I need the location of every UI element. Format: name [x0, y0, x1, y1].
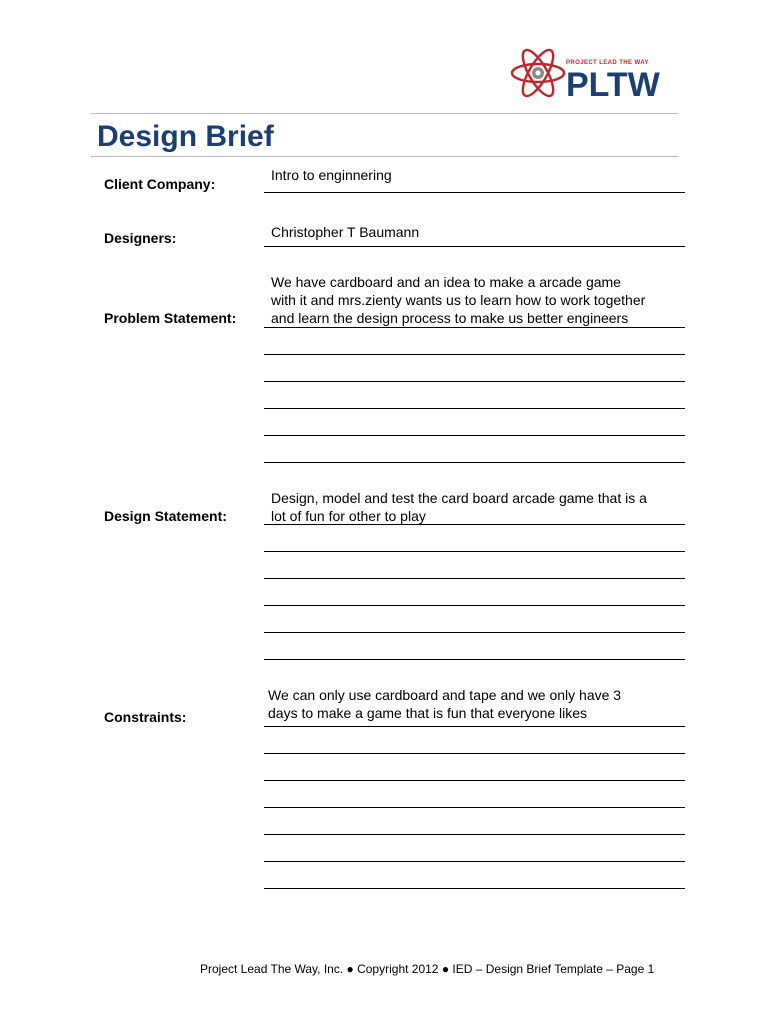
design-statement-rule	[264, 659, 685, 660]
constraints-rule	[264, 834, 685, 835]
constraints-label: Constraints:	[104, 709, 187, 725]
constraints-line-1[interactable]: We can only use cardboard and tape and we only have 3	[268, 687, 622, 703]
problem-statement-line-1[interactable]: We have cardboard and an idea to make a arcade game	[271, 274, 621, 290]
problem-statement-line-2[interactable]: with it and mrs.zienty wants us to learn how to work together	[271, 292, 646, 308]
problem-statement-rule	[264, 435, 685, 436]
header-divider	[91, 113, 678, 114]
problem-statement-rule	[264, 462, 685, 463]
designers-value[interactable]: Christopher T Baumann	[271, 224, 420, 240]
pltw-atom-logo-icon	[509, 44, 567, 102]
design-statement-rule	[264, 551, 685, 552]
design-statement-rule	[264, 632, 685, 633]
page-footer: Project Lead The Way, Inc. ● Copyright 2012 ● IED – Design Brief Template – Page 1	[200, 962, 655, 976]
title-divider	[91, 156, 678, 157]
client-company-line	[264, 192, 685, 193]
problem-statement-line-3[interactable]: and learn the design process to make us better engineers	[271, 310, 629, 326]
constraints-rule	[264, 861, 685, 862]
designers-line	[264, 246, 685, 247]
problem-statement-rule	[264, 408, 685, 409]
designers-label: Designers:	[104, 230, 177, 246]
design-statement-line-1[interactable]: Design, model and test the card board arcade game that is a	[271, 490, 647, 506]
page-title: Design Brief	[97, 120, 274, 153]
design-statement-rule	[264, 605, 685, 606]
logo-tagline: PROJECT LEAD THE WAY	[566, 60, 649, 66]
constraints-rule	[264, 726, 685, 727]
constraints-rule	[264, 780, 685, 781]
problem-statement-rule	[264, 381, 685, 382]
constraints-rule	[264, 888, 685, 889]
client-company-label: Client Company:	[104, 176, 216, 192]
constraints-rule	[264, 753, 685, 754]
design-statement-rule	[264, 578, 685, 579]
constraints-rule	[264, 807, 685, 808]
logo-wordmark: PLTW	[566, 66, 660, 104]
constraints-line-2[interactable]: days to make a game that is fun that everyone likes	[268, 705, 588, 721]
problem-statement-rule	[264, 354, 685, 355]
design-statement-label: Design Statement:	[104, 508, 227, 524]
client-company-value[interactable]: Intro to enginnering	[271, 167, 392, 183]
design-statement-rule	[264, 524, 685, 525]
problem-statement-rule	[264, 327, 685, 328]
problem-statement-label: Problem Statement:	[104, 310, 237, 326]
design-statement-line-2[interactable]: lot of fun for other to play	[271, 508, 426, 524]
